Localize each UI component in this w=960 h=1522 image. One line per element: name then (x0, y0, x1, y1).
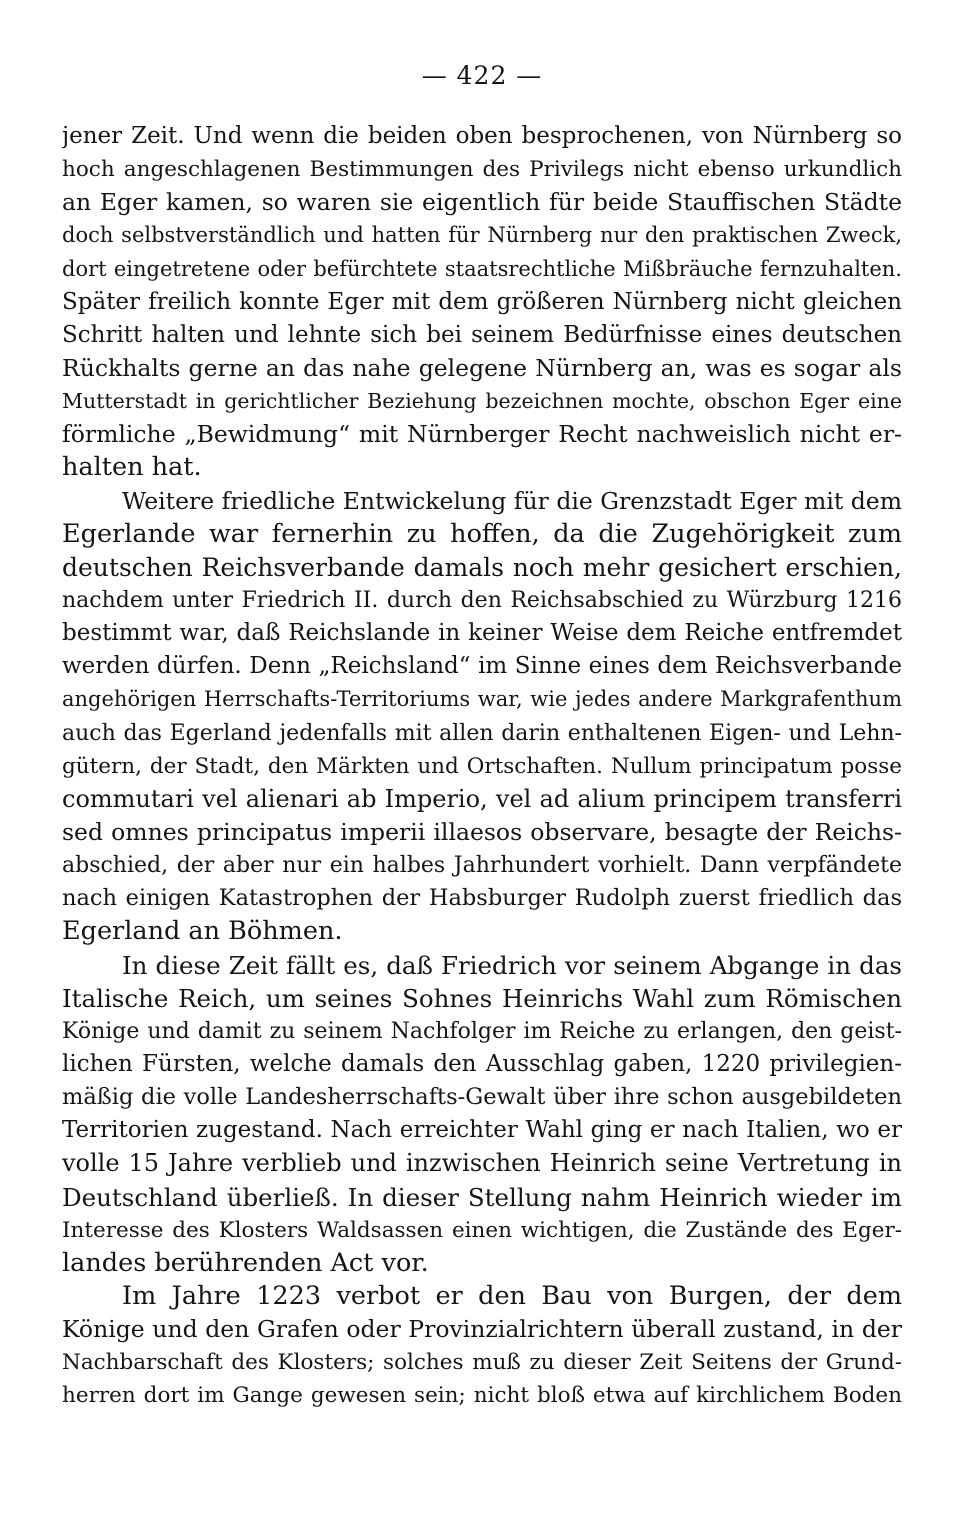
text-line: Italische Reich, um seines Sohnes Heinrichs Wahl zum Römischen (62, 983, 902, 1013)
text-line: dort eingetretene oder befürchtete staatsrechtliche Mißbräuche fernzuhalten. (62, 256, 902, 281)
text-line: an Eger kamen, so waren sie eigentlich für beide Stauffischen Städte (62, 188, 902, 217)
text-line: Später freilich konnte Eger mit dem größeren Nürnberg nicht gleichen (62, 288, 902, 315)
text-line: förmliche „Bewidmung“ mit Nürnberger Recht nachweislich nicht er- (62, 420, 902, 449)
text-line: auch das Egerland jedenfalls mit allen darin enthaltenen Eigen- und Lehn- (62, 720, 902, 746)
text-line: doch selbstverständlich und hatten für Nürnberg nur den praktischen Zweck, (62, 223, 902, 248)
text-line: Egerlande war fernerhin zu hoffen, da die Zugehörigkeit zum (62, 518, 902, 549)
text-line: Könige und den Grafen oder Provinzialrichtern überall zustand, in der (62, 1315, 902, 1344)
body-text (62, 120, 902, 1412)
text-line: herren dort im Gange gewesen sein; nicht bloß etwa auf kirchlichem Boden (62, 1383, 902, 1409)
text-line: werden dürfen. Denn „Reichsland“ im Sinne eines dem Reichsverbande (62, 653, 902, 680)
text-line: Schritt halten und lehnte sich bei seinem Bedürfnisse eines deutschen (62, 321, 902, 348)
text-line: angehörigen Herrschafts-Territoriums war, wie jedes andere Markgrafenthum (62, 687, 902, 712)
text-line: halten hat. (62, 452, 202, 483)
text-line: commutari vel alienari ab Imperio, vel ad alium principem transferri (62, 784, 902, 813)
text-line: volle 15 Jahre verblieb und inzwischen Heinrich seine Vertretung in (62, 1149, 902, 1178)
text-line: Im Jahre 1223 verbot er den Bau von Burgen, der dem (122, 1280, 902, 1311)
text-line: Mutterstadt in gerichtlicher Beziehung bezeichnen mochte, obschon Eger eine (62, 389, 902, 414)
text-line: nach einigen Katastrophen der Habsburger Rudolph zuerst friedlich das (62, 885, 902, 912)
text-line: sed omnes principatus imperii illaesos observare, besagte der Reichs- (62, 817, 902, 846)
text-line: gütern, der Stadt, den Märkten und Ortschaften. Nullum principatum posse (62, 753, 902, 779)
page-number: — 422 — (421, 61, 543, 90)
text-line: Deutschland überließ. In dieser Stellung nahm Heinrich wieder im (62, 1182, 902, 1212)
text-line: Rückhalts gerne an das nahe gelegene Nürnberg an, was es sogar als (62, 353, 902, 382)
text-line: landes berührenden Act vor. (62, 1247, 429, 1278)
text-line: Könige und damit zu seinem Nachfolger im Reiche zu erlangen, den geist- (62, 1018, 902, 1044)
text-line: hoch angeschlagenen Bestimmungen des Privilegs nicht ebenso urkundlich (62, 157, 902, 183)
text-line: deutschen Reichsverbande damals noch mehr gesichert erschien, (62, 552, 902, 582)
text-line: lichen Fürsten, welche damals den Ausschlag gaben, 1220 privilegien- (62, 1050, 902, 1077)
text-line: jener Zeit. Und wenn die beiden oben besprochenen, von Nürnberg so (62, 123, 902, 149)
text-line: Interesse des Klosters Waldsassen einen wichtigen, die Zustände des Eger- (62, 1217, 902, 1243)
text-line: Nachbarschaft des Klosters; solches muß zu dieser Zeit Seitens der Grund- (62, 1350, 902, 1376)
text-line: Egerland an Böhmen. (62, 916, 343, 947)
text-line: Weitere friedliche Entwickelung für die Grenzstadt Eger mit dem (122, 486, 902, 515)
text-line: In diese Zeit fällt es, daß Friedrich vor seinem Abgange in das (122, 950, 902, 980)
text-line: Territorien zugestand. Nach erreichter Wahl ging er nach Italien, wo er (62, 1117, 902, 1144)
text-line: bestimmt war, daß Reichslande in keiner Weise dem Reiche entfremdet (62, 620, 902, 647)
text-line: abschied, der aber nur ein halbes Jahrhundert vorhielt. Dann verpfändete (62, 853, 902, 879)
text-line: mäßig die volle Landesherrschafts-Gewalt über ihre schon ausgebildeten (62, 1084, 902, 1111)
text-line: nachdem unter Friedrich II. durch den Reichsabschied zu Würzburg 1216 (62, 587, 902, 613)
